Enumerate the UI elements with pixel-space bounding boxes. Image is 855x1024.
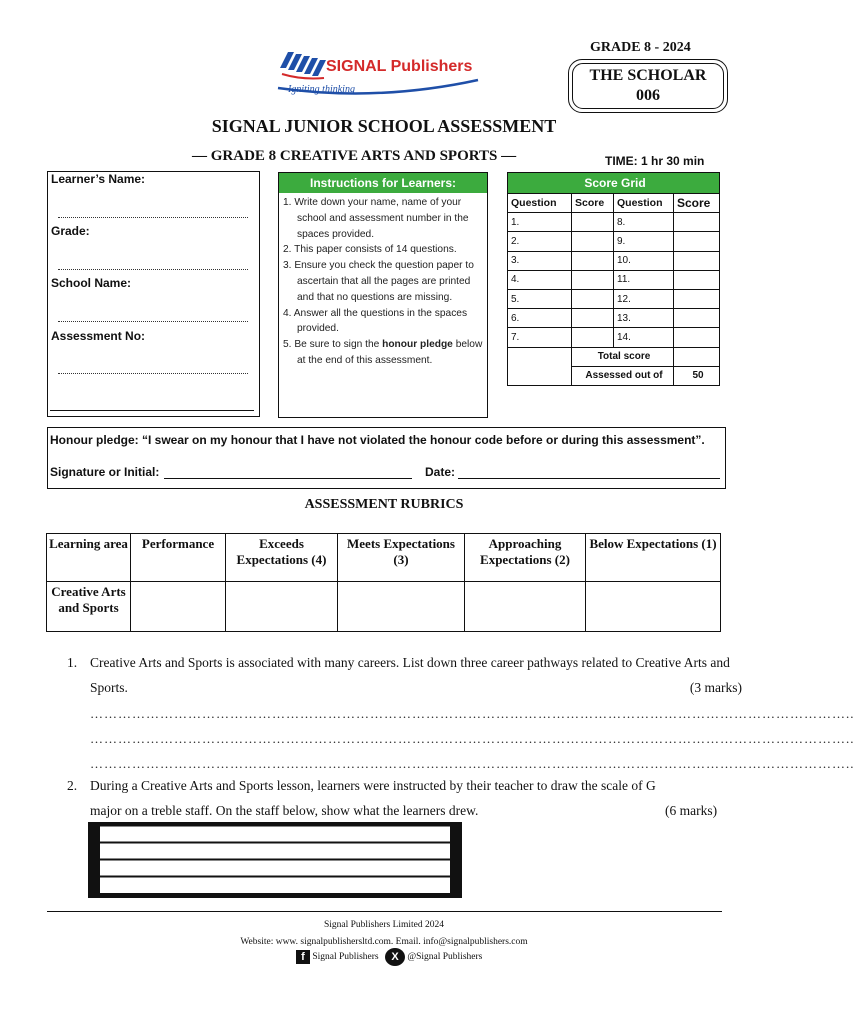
- footer-social: [296, 948, 482, 966]
- instruction-item: [283, 337, 483, 369]
- question-number: 1.: [508, 213, 572, 232]
- score-cell[interactable]: [674, 251, 720, 270]
- school-name-field[interactable]: [58, 320, 248, 322]
- score-cell[interactable]: [674, 270, 720, 289]
- rubric-cell[interactable]: [338, 582, 465, 632]
- question-number: 4.: [508, 270, 572, 289]
- score-cell[interactable]: [572, 213, 614, 232]
- score-header: Score: [572, 194, 614, 213]
- assessed-out-of-value: 50: [674, 366, 720, 385]
- question-number: 6.: [508, 309, 572, 328]
- question-number: 2.: [508, 232, 572, 251]
- score-cell[interactable]: [674, 232, 720, 251]
- date-field[interactable]: [458, 478, 720, 479]
- question-marks: (6 marks): [665, 803, 718, 818]
- question-number: 1.: [67, 655, 78, 670]
- signature-field[interactable]: [164, 478, 412, 479]
- score-cell[interactable]: [572, 251, 614, 270]
- honour-pledge-text: Honour pledge: “I swear on my honour that I have not violated the honour code before or during this assessment”.: [50, 433, 705, 447]
- rubric-cell[interactable]: [586, 582, 721, 632]
- answer-line[interactable]: ………………………………………………………………………………………………………………………………………………..: [90, 756, 855, 771]
- answer-line[interactable]: ………………………………………………………………………………………………………………………………………………..: [90, 731, 855, 746]
- score-cell[interactable]: [674, 289, 720, 308]
- grade-field[interactable]: [58, 268, 248, 270]
- school-name-label: School Name:: [51, 276, 132, 290]
- scholar-badge: [568, 59, 728, 113]
- date-label: Date:: [425, 465, 456, 479]
- question-number: 2.: [67, 778, 78, 793]
- question-text: Creative Arts and Sports is associated with many careers. List down three career pathways related to Creative Arts and Sports.: [90, 655, 730, 695]
- instructions-list: [279, 193, 487, 369]
- question-number: 7.: [508, 328, 572, 347]
- x-handle: @Signal Publishers: [407, 952, 483, 962]
- scholar-number: 006: [636, 87, 660, 104]
- answer-line[interactable]: ………………………………………………………………………………………………………………………………………………..: [90, 706, 855, 721]
- divider: [50, 410, 254, 411]
- rubric-header: Below Expectations (1): [586, 534, 721, 582]
- question-text: During a Creative Arts and Sports lesson, learners were instructed by their teacher to draw the scale of G major on a treble staff. On the staff below, show what the learners drew.: [90, 778, 656, 818]
- question-number: 14.: [614, 328, 674, 347]
- instruction-item: 2. This paper consists of 14 questions.: [283, 244, 457, 256]
- rubric-header: Learning area: [47, 534, 131, 582]
- rubric-cell[interactable]: [226, 582, 338, 632]
- facebook-handle: Signal Publishers: [312, 952, 379, 962]
- score-cell[interactable]: [572, 328, 614, 347]
- instruction-5-suffix: below at the end of this assessment.: [297, 339, 483, 366]
- question-number: 9.: [614, 232, 674, 251]
- learner-name-field[interactable]: [58, 216, 248, 218]
- scholar-title: THE SCHOLAR: [589, 67, 707, 84]
- assessed-out-of-label: Assessed out of: [572, 366, 674, 385]
- instruction-item: 3. Ensure you check the question paper to ascertain that all the pages are printed and that no questions are missing.: [283, 260, 474, 303]
- instructions-box: [278, 172, 488, 418]
- facebook-icon: f: [296, 950, 310, 964]
- question-header: Question: [614, 194, 674, 213]
- exam-time: TIME: 1 hr 30 min: [605, 154, 705, 168]
- signature-label: Signature or Initial:: [50, 465, 160, 479]
- grade-label: Grade:: [51, 224, 90, 238]
- assessment-rubric-table: [46, 533, 721, 632]
- score-header: Score: [674, 194, 720, 213]
- question-number: 12.: [614, 289, 674, 308]
- score-cell[interactable]: [572, 309, 614, 328]
- treble-staff[interactable]: [88, 822, 462, 898]
- rubric-title: ASSESSMENT RUBRICS: [304, 497, 464, 512]
- total-score-label: Total score: [572, 347, 674, 366]
- question-number: 8.: [614, 213, 674, 232]
- rubric-header: Meets Expectations (3): [338, 534, 465, 582]
- question-number: 10.: [614, 251, 674, 270]
- score-cell[interactable]: [674, 213, 720, 232]
- rubric-header: Performance: [131, 534, 226, 582]
- rubric-cell[interactable]: [465, 582, 586, 632]
- footer-contact: Website: www. signalpublishersltd.com. Email. info@signalpublishers.com: [240, 937, 528, 947]
- instruction-item: 1. Write down your name, name of your school and assessment number in the spaces provided.: [283, 197, 469, 240]
- brand-tagline: Igniting thinking: [288, 84, 355, 95]
- assessment-no-label: Assessment No:: [51, 329, 146, 343]
- score-grid-title: Score Grid: [508, 173, 720, 194]
- question-2: [67, 773, 742, 823]
- score-cell[interactable]: [674, 328, 720, 347]
- score-cell[interactable]: [572, 289, 614, 308]
- score-grid: [507, 172, 720, 386]
- question-1: [67, 650, 742, 700]
- footer-company: Signal Publishers Limited 2024: [323, 920, 445, 930]
- assessment-no-field[interactable]: [58, 372, 248, 374]
- question-number: 5.: [508, 289, 572, 308]
- x-icon: X: [385, 948, 405, 966]
- honour-pledge-box: [47, 427, 726, 489]
- learner-name-label: Learner’s Name:: [51, 172, 146, 186]
- question-number: 13.: [614, 309, 674, 328]
- question-header: Question: [508, 194, 572, 213]
- rubric-cell[interactable]: [131, 582, 226, 632]
- learner-details-box: [47, 171, 260, 417]
- instructions-title: Instructions for Learners:: [279, 173, 487, 193]
- score-cell[interactable]: [572, 270, 614, 289]
- footer-divider: [47, 911, 722, 912]
- brand-name: SIGNAL Publishers: [326, 58, 473, 75]
- instruction-5-prefix: 5. Be sure to sign the: [283, 339, 383, 351]
- rubric-header: Exceeds Expectations (4): [226, 534, 338, 582]
- question-number: 11.: [614, 270, 674, 289]
- rubric-learning-area: Creative Arts and Sports: [47, 582, 131, 632]
- question-marks: (3 marks): [689, 680, 742, 695]
- total-score-cell[interactable]: [674, 347, 720, 366]
- score-cell[interactable]: [572, 232, 614, 251]
- school-title: SIGNAL JUNIOR SCHOOL ASSESSMENT: [211, 116, 557, 136]
- subject-title: — GRADE 8 CREATIVE ARTS AND SPORTS —: [192, 148, 517, 164]
- empty-cell: [508, 347, 572, 385]
- rubric-header: Approaching Expectations (2): [465, 534, 586, 582]
- instruction-5-bold: honour pledge: [382, 339, 453, 351]
- score-cell[interactable]: [674, 309, 720, 328]
- instruction-item: 4. Answer all the questions in the spaces provided.: [283, 307, 468, 335]
- grade-year: GRADE 8 - 2024: [590, 40, 691, 55]
- question-number: 3.: [508, 251, 572, 270]
